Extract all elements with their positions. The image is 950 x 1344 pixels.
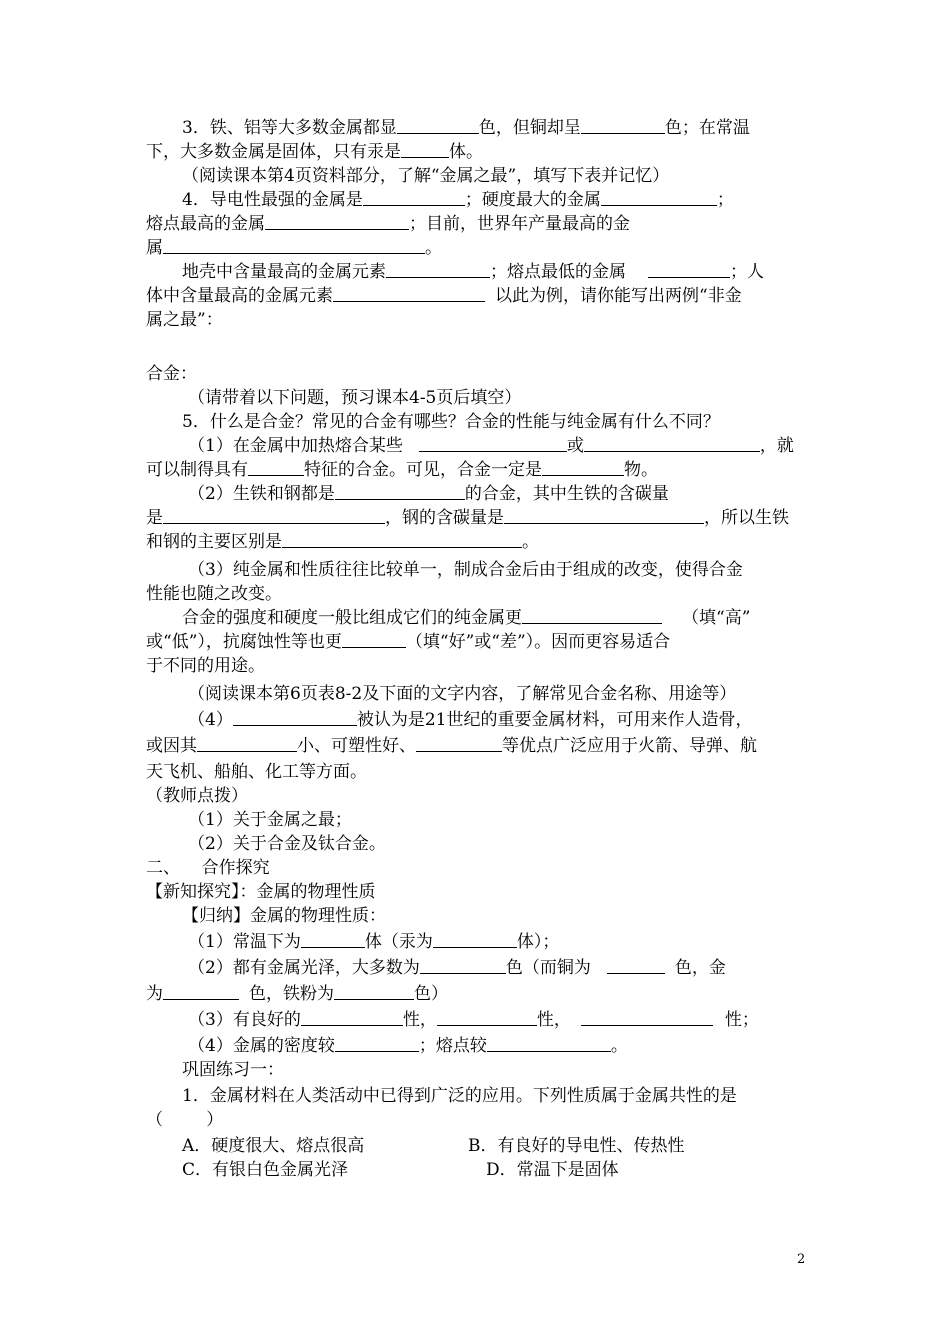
answer-blank[interactable]	[581, 117, 665, 134]
answer-blank[interactable]	[333, 285, 485, 302]
q3-line2: 下，大多数金属是固体，只有汞是 体。	[146, 142, 483, 162]
answer-blank[interactable]	[334, 983, 414, 1000]
answer-blank[interactable]	[335, 1035, 419, 1052]
teacher-tip-1: （1）关于金属之最；	[188, 810, 352, 830]
answer-blank[interactable]	[282, 531, 522, 548]
q5-3-line4: 或“低”），抗腐蚀性等也更 （填“好”或“差”）。因而更容易适合	[146, 632, 671, 652]
property-1: （1）常温下为 体（汞为 体）；	[188, 932, 560, 952]
answer-blank[interactable]	[386, 261, 490, 278]
exercise-1-answer-bracket: （ ）	[146, 1110, 224, 1130]
answer-blank[interactable]	[248, 459, 304, 476]
option-c[interactable]: C．有银白色金属光泽	[182, 1160, 349, 1180]
teacher-tip-2: （2）关于合金及钛合金。	[188, 834, 386, 854]
answer-blank[interactable]	[401, 141, 449, 158]
answer-blank[interactable]	[433, 931, 517, 948]
q5-4-line3: 天飞机、船舶、化工等方面。	[146, 762, 367, 782]
answer-blank[interactable]	[163, 983, 239, 1000]
answer-blank[interactable]	[342, 631, 406, 648]
q4-line1: 4．导电性最强的金属是 ；硬度最大的金属 ；	[182, 190, 734, 210]
answer-blank[interactable]	[163, 507, 385, 524]
answer-blank[interactable]	[233, 709, 357, 726]
q5-4-line2: 或因其 小、可塑性好、 等优点广泛应用于火箭、导弹、航	[146, 736, 757, 756]
q4-line2: 熔点最高的金属 ；目前，世界年产量最高的金	[146, 214, 630, 234]
teacher-tip-label: （教师点拨）	[146, 786, 248, 806]
answer-blank[interactable]	[397, 117, 479, 134]
summary-heading: 【归纳】金属的物理性质：	[182, 906, 386, 926]
option-b[interactable]: B．有良好的导电性、传热性	[468, 1136, 685, 1156]
q5-3-line5: 于不同的用途。	[146, 656, 265, 676]
answer-blank[interactable]	[584, 435, 760, 452]
answer-blank[interactable]	[416, 735, 502, 752]
reading-note-p4: （阅读课本第4页资料部分，了解“金属之最”，填写下表并记忆）	[182, 166, 670, 186]
q5-2-line2: 是 ，钢的含碳量是 ，所以生铁	[146, 508, 789, 528]
q4-line5: 体中含量最高的金属元素 以此为例，请你能写出两例“非金	[146, 286, 742, 306]
q5-3-line2: 性能也随之改变。	[146, 584, 282, 604]
q5-2-line1: （2）生铁和钢都是 的合金，其中生铁的含碳量	[188, 484, 669, 504]
answer-blank[interactable]	[487, 1035, 611, 1052]
page-number: 2	[797, 1252, 806, 1267]
answer-blank[interactable]	[581, 1009, 713, 1026]
property-2-line2: 为 色，铁粉为 色）	[146, 984, 448, 1004]
answer-blank[interactable]	[301, 1009, 403, 1026]
answer-blank[interactable]	[504, 507, 704, 524]
section-two-heading: 二、 合作探究	[146, 858, 270, 878]
answer-blank[interactable]	[607, 957, 665, 974]
property-3: （3）有良好的 性， 性， 性；	[188, 1010, 759, 1030]
q4-line4: 地壳中含量最高的金属元素 ；熔点最低的金属 ；人	[182, 262, 764, 282]
exercise-heading: 巩固练习一：	[182, 1060, 284, 1080]
option-d[interactable]: D．常温下是固体	[486, 1160, 619, 1180]
q5-1-line1: （1）在金属中加热熔合某些 或 ，就	[188, 436, 794, 456]
answer-blank[interactable]	[265, 213, 409, 230]
answer-blank[interactable]	[437, 1009, 537, 1026]
q4-line3: 属 。	[146, 238, 442, 258]
answer-blank[interactable]	[363, 189, 465, 206]
new-knowledge-heading: 【新知探究】：金属的物理性质	[146, 882, 376, 902]
q4-line6: 属之最”：	[146, 310, 223, 330]
answer-blank[interactable]	[542, 459, 624, 476]
exercise-1-question: 1．金属材料在人类活动中已得到广泛的应用。下列性质属于金属共性的是	[182, 1086, 737, 1106]
property-2-line1: （2）都有金属光泽，大多数为 色（而铜为 色，金	[188, 958, 726, 978]
answer-blank[interactable]	[301, 931, 365, 948]
answer-blank[interactable]	[648, 261, 730, 278]
q5-title: 5．什么是合金？常见的合金有哪些？合金的性能与纯金属有什么不同？	[182, 412, 720, 432]
q5-3-line3: 合金的强度和硬度一般比组成它们的纯金属更 （填“高”	[182, 608, 751, 628]
answer-blank[interactable]	[197, 735, 297, 752]
answer-blank[interactable]	[601, 189, 717, 206]
reading-note-p6: （阅读课本第6页表8-2及下面的文字内容，了解常见合金名称、用途等）	[188, 684, 737, 704]
answer-blank[interactable]	[420, 957, 506, 974]
preview-note: （请带着以下问题，预习课本4-5页后填空）	[188, 388, 522, 408]
q5-3-line1: （3）纯金属和性质往往比较单一，制成合金后由于组成的改变，使得合金	[188, 560, 743, 580]
answer-blank[interactable]	[335, 483, 465, 500]
answer-blank[interactable]	[522, 607, 662, 624]
q5-1-line2: 可以制得具有 特征的合金。可见，合金一定是 物。	[146, 460, 658, 480]
answer-blank[interactable]	[419, 435, 567, 452]
answer-blank[interactable]	[163, 237, 425, 254]
option-a[interactable]: A．硬度很大、熔点很高	[182, 1136, 365, 1156]
q5-2-line3: 和钢的主要区别是 。	[146, 532, 539, 552]
property-4: （4）金属的密度较 ；熔点较 。	[188, 1036, 628, 1056]
q5-4-line1: （4） 被认为是21世纪的重要金属材料，可用来作人造骨，	[188, 710, 753, 730]
q3-line1: 3．铁、铝等大多数金属都显 色，但铜却呈 色；在常温	[182, 118, 750, 138]
section-alloy: 合金：	[146, 364, 197, 384]
